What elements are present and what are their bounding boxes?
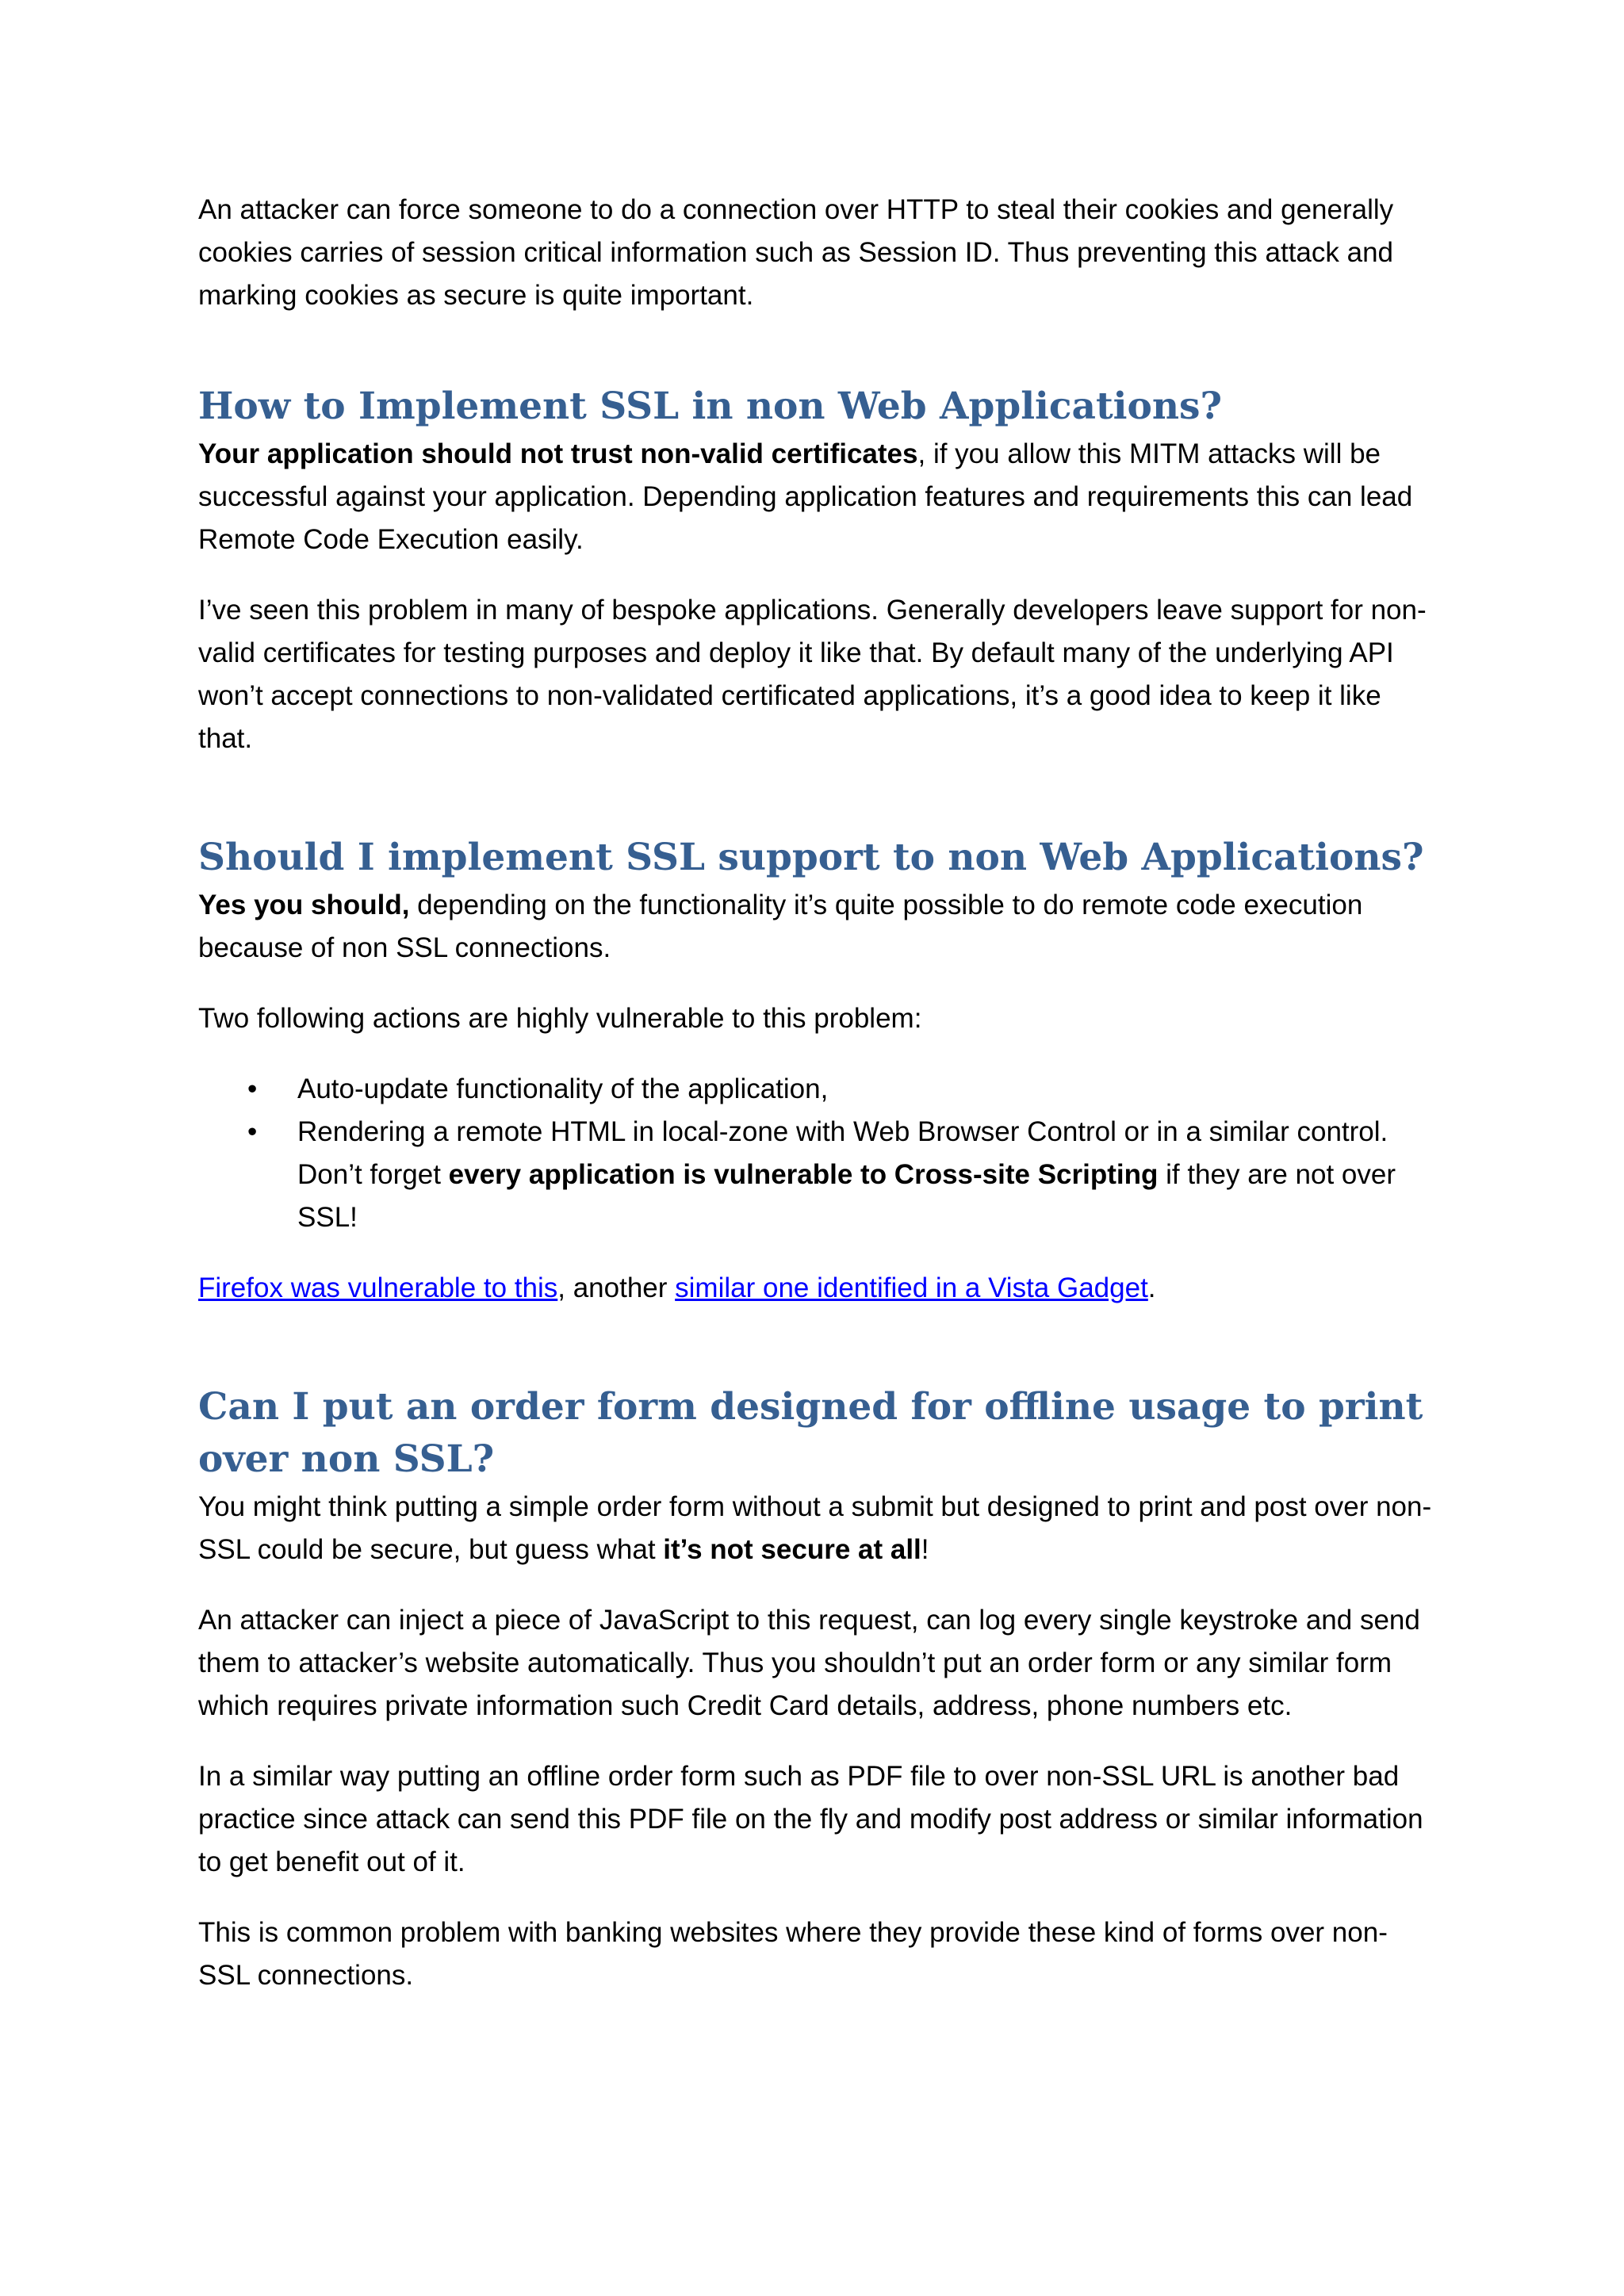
bold-phrase: Your application should not trust non-valid certificates: [198, 438, 918, 469]
bold-phrase: it’s not secure at all: [663, 1534, 921, 1565]
bold-phrase: Yes you should,: [198, 890, 410, 920]
vista-gadget-link[interactable]: similar one identified in a Vista Gadget: [675, 1272, 1148, 1303]
vulnerable-actions-list: [198, 1068, 1435, 1239]
section1-paragraph-2: I’ve seen this problem in many of bespoke applications. Generally developers leave support for non-valid certificates for testing purposes and deploy it like that. By default many of the underlying API won’t accept connections to non-validated certificated applications, it’s a good idea to keep it like that.: [198, 595, 1427, 754]
section2-paragraph-2: Two following actions are highly vulnerable to this problem:: [198, 1003, 922, 1034]
document-body: [198, 189, 1435, 2025]
section3-paragraph-1: [198, 1486, 1435, 1571]
intro-paragraph: An attacker can force someone to do a connection over HTTP to steal their cookies and generally cookies carries of session critical information such as Session ID. Thus preventing this attack and marking cookies as secure is quite important.: [198, 194, 1394, 311]
section2-paragraph-1: [198, 884, 1435, 970]
section-heading-order-form: Can I put an order form designed for offline usage to print over non SSL?: [198, 1385, 1423, 1481]
paragraph-text: , if you allow this MITM attacks will be successful against your application. Depending application features and requirements this can lead Remote Code Execution easily.: [198, 438, 1413, 555]
bullet-icon: •: [247, 1116, 258, 1147]
firefox-vulnerability-link[interactable]: Firefox was vulnerable to this: [198, 1272, 558, 1303]
section-heading-should-implement: Should I implement SSL support to non Web Applications?: [198, 836, 1424, 879]
paragraph-text: , another: [557, 1272, 676, 1303]
section3-paragraph-3: In a similar way putting an offline order form such as PDF file to over non-SSL URL is another bad practice since attack can send this PDF file on the fly and modify post address or similar information to get benefit out of it.: [198, 1761, 1423, 1877]
paragraph-text-end: .: [1147, 1272, 1156, 1303]
bullet-icon: •: [247, 1073, 258, 1104]
bold-phrase: every application is vulnerable to Cross-site Scripting: [448, 1159, 1159, 1190]
paragraph-text: You might think putting a simple order form without a submit but designed to print and post over non-SSL could be secure, but guess what: [198, 1491, 1432, 1565]
list-item: [198, 1068, 1435, 1111]
section1-paragraph-1: [198, 433, 1435, 561]
list-item-text: Auto-update functionality of the application,: [297, 1073, 829, 1104]
references-paragraph: [198, 1267, 1435, 1310]
list-item-text: Rendering a remote HTML in local-zone with Web Browser Control or in a similar control. Don’t forget: [297, 1116, 1388, 1190]
list-item: [198, 1111, 1435, 1239]
list-item-text-end: if they are not over SSL!: [297, 1159, 1396, 1233]
paragraph-text-end: !: [921, 1534, 929, 1565]
section3-paragraph-4: This is common problem with banking websites where they provide these kind of forms over non-SSL connections.: [198, 1917, 1388, 1991]
paragraph-text: depending on the functionality it’s quite possible to do remote code execution because of non SSL connections.: [198, 890, 1363, 963]
section3-paragraph-2: An attacker can inject a piece of JavaScript to this request, can log every single keystroke and send them to attacker’s website automatically. Thus you shouldn’t put an order form or any similar form which requires private information such Credit Card details, address, phone numbers etc.: [198, 1605, 1420, 1721]
section-heading-implement-ssl: How to Implement SSL in non Web Applications?: [198, 385, 1223, 428]
